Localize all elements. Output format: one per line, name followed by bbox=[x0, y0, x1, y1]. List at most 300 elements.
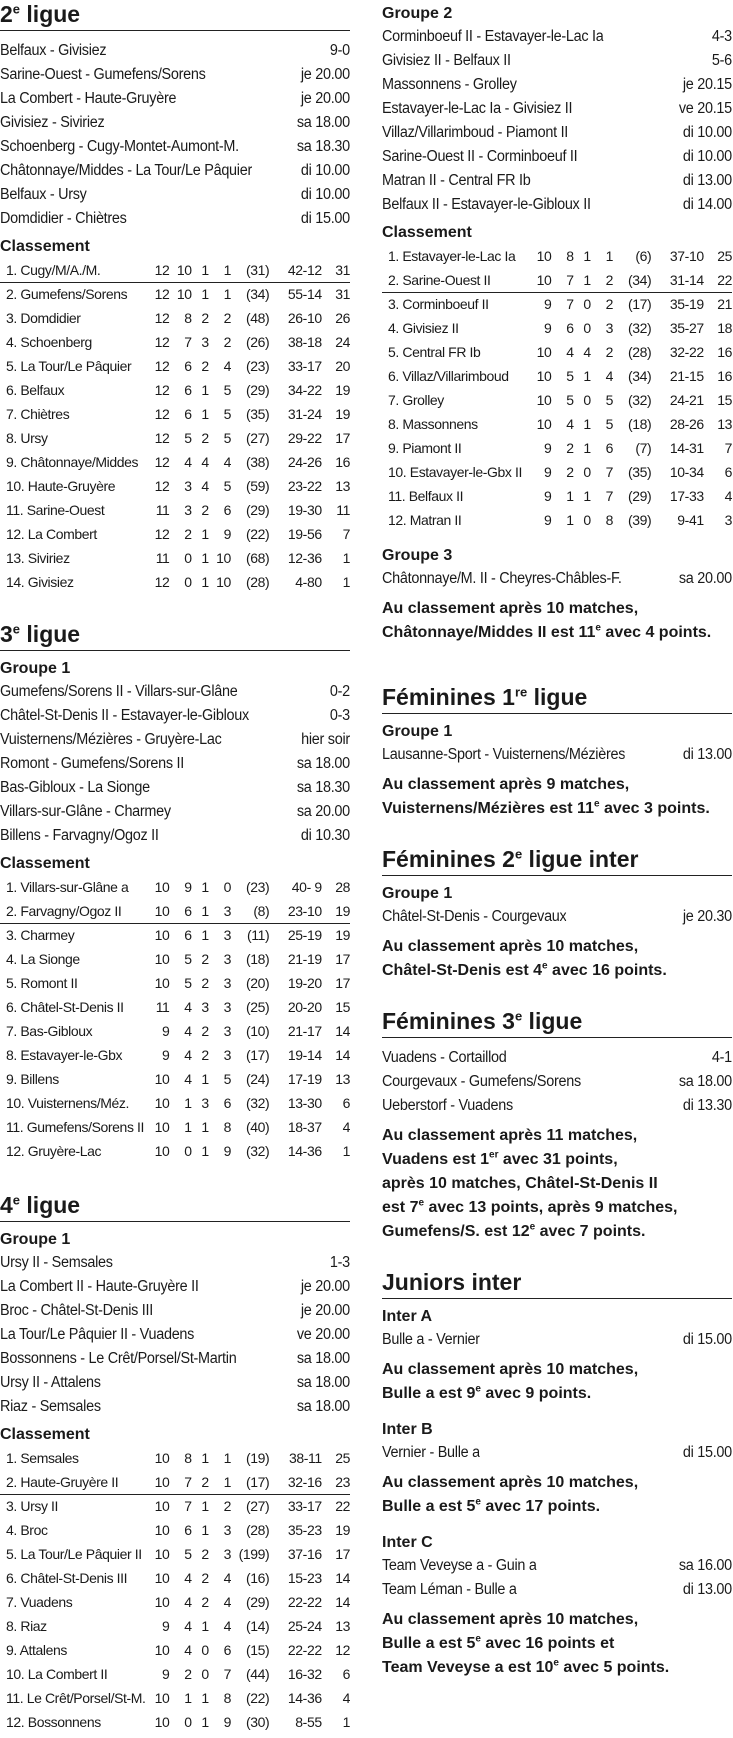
standings-row bbox=[0, 1638, 350, 1662]
points: 15 bbox=[335, 999, 350, 1015]
ranking-note bbox=[382, 935, 732, 983]
goal-difference: 25-19 bbox=[287, 927, 322, 944]
standings-row bbox=[0, 947, 350, 971]
goal-difference: 4-80 bbox=[295, 574, 322, 590]
fixture-row bbox=[0, 183, 350, 207]
section-title-rest: ligue bbox=[20, 1, 81, 27]
note-sup: e bbox=[418, 1197, 425, 1209]
draws: 2 bbox=[201, 1023, 209, 1039]
fixture-row bbox=[0, 704, 350, 728]
league-section bbox=[0, 0, 350, 594]
penalty-points: (32) bbox=[245, 1095, 270, 1111]
standings-row bbox=[382, 460, 732, 484]
losses: 7 bbox=[605, 464, 613, 480]
points: 16 bbox=[335, 454, 350, 470]
wins: 5 bbox=[184, 951, 192, 967]
ranking-note bbox=[382, 1358, 732, 1406]
draws: 1 bbox=[201, 574, 209, 590]
penalty-points: (32) bbox=[627, 392, 652, 408]
points: 1 bbox=[342, 550, 350, 566]
ranking-note bbox=[382, 773, 732, 821]
group-label: Inter B bbox=[382, 1421, 433, 1438]
goal-difference: 22-22 bbox=[287, 1642, 322, 1658]
fixture-result: ve 20.15 bbox=[678, 100, 732, 117]
wins: 5 bbox=[566, 392, 574, 408]
wins: 4 bbox=[184, 1642, 192, 1658]
losses: 6 bbox=[605, 440, 613, 456]
section-title bbox=[0, 1191, 350, 1222]
note-text: est 7 bbox=[382, 1199, 419, 1216]
penalty-points: (24) bbox=[245, 1071, 270, 1087]
standings-row bbox=[382, 268, 732, 292]
penalty-points: (34) bbox=[627, 368, 652, 384]
section-title bbox=[0, 620, 350, 651]
losses: 0 bbox=[223, 879, 231, 895]
wins: 4 bbox=[184, 1023, 192, 1039]
goal-difference: 33-17 bbox=[287, 358, 322, 374]
standings-row bbox=[0, 330, 350, 354]
fixture-result: di 13.30 bbox=[682, 1097, 732, 1114]
ranking-note bbox=[382, 1471, 732, 1519]
fixture-row bbox=[382, 743, 732, 767]
draws: 1 bbox=[583, 488, 591, 504]
draws: 1 bbox=[201, 1071, 209, 1087]
wins: 6 bbox=[184, 382, 192, 398]
goal-difference: 37-10 bbox=[669, 248, 704, 264]
goal-difference: 8-55 bbox=[295, 1714, 322, 1730]
penalty-points: (16) bbox=[245, 1570, 270, 1586]
standings-row bbox=[0, 995, 350, 1019]
goal-difference: 34-22 bbox=[287, 382, 322, 398]
section-title-sup: re bbox=[514, 684, 528, 700]
penalty-points: (22) bbox=[245, 1690, 270, 1706]
games-played: 10 bbox=[536, 344, 552, 360]
points: 16 bbox=[717, 368, 732, 384]
section-title-base: Juniors inter bbox=[382, 1269, 522, 1295]
note-text: Au classement après 10 matches, bbox=[382, 1361, 639, 1378]
draws: 2 bbox=[192, 1470, 209, 1494]
games-played: 9 bbox=[162, 1618, 170, 1634]
standings-row bbox=[0, 1139, 350, 1163]
goal-difference: 19-20 bbox=[287, 975, 322, 991]
penalty-points: (10) bbox=[245, 1023, 270, 1039]
points: 25 bbox=[717, 248, 732, 264]
note-text: Bulle a est 5 bbox=[382, 1635, 476, 1652]
fixture-teams: Belfaux - Ursy bbox=[0, 186, 87, 203]
fixture-result: 5-6 bbox=[711, 52, 732, 69]
classement-heading: Classement bbox=[0, 855, 90, 872]
penalty-points: (34) bbox=[613, 268, 651, 292]
points: 7 bbox=[724, 440, 732, 456]
fixture-result: di 10.00 bbox=[300, 162, 350, 179]
standings-table bbox=[0, 258, 350, 594]
games-played: 9 bbox=[544, 440, 552, 456]
fixture-row bbox=[382, 1328, 732, 1352]
losses: 8 bbox=[223, 1690, 231, 1706]
wins: 6 bbox=[184, 927, 192, 944]
wins: 5 bbox=[184, 975, 192, 991]
fixture-row bbox=[382, 49, 732, 73]
losses: 4 bbox=[223, 454, 231, 470]
fixture-teams: Team Veveyse a - Guin a bbox=[382, 1557, 537, 1574]
group-block bbox=[0, 1230, 350, 1734]
points: 16 bbox=[717, 344, 732, 360]
points: 31 bbox=[322, 258, 350, 282]
note-sup: e bbox=[475, 1383, 481, 1395]
fixture-row bbox=[382, 905, 732, 929]
points: 6 bbox=[342, 1666, 350, 1682]
points: 25 bbox=[335, 1450, 350, 1466]
wins: 4 bbox=[184, 1594, 192, 1610]
note-line bbox=[382, 935, 732, 959]
games-played: 10 bbox=[154, 1095, 170, 1111]
goal-difference: 22-22 bbox=[287, 1594, 322, 1610]
games-played: 11 bbox=[155, 550, 170, 566]
losses: 8 bbox=[223, 1119, 231, 1135]
fixture-teams: Riaz - Semsales bbox=[0, 1398, 101, 1415]
fixture-teams: Sarine-Ouest - Gumefens/Sorens bbox=[0, 66, 206, 83]
note-line bbox=[382, 1382, 732, 1406]
points: 13 bbox=[717, 416, 732, 432]
wins: 8 bbox=[184, 1450, 192, 1466]
wins: 6 bbox=[184, 358, 192, 374]
note-text: Châtel-St-Denis est 4 bbox=[382, 962, 543, 979]
wins: 10 bbox=[169, 258, 191, 282]
standings-row bbox=[0, 1043, 350, 1067]
note-text: Bulle a est 9 bbox=[382, 1385, 476, 1402]
points: 4 bbox=[342, 1690, 350, 1706]
team-name: 1. Villars-sur-Glâne a bbox=[6, 879, 129, 895]
note-line bbox=[382, 1656, 732, 1680]
fixture-row bbox=[0, 39, 350, 63]
fixture-row bbox=[0, 1275, 350, 1299]
standings-row bbox=[0, 546, 350, 570]
points: 20 bbox=[335, 358, 350, 374]
standings-row bbox=[0, 971, 350, 995]
fixture-teams: Châtel-St-Denis - Courgevaux bbox=[382, 908, 567, 925]
wins: 6 bbox=[566, 320, 574, 336]
fixture-result: di 10.30 bbox=[300, 827, 350, 844]
penalty-points: (18) bbox=[245, 951, 270, 967]
games-played: 10 bbox=[154, 1570, 170, 1586]
losses: 4 bbox=[223, 358, 231, 374]
note-text: avec 16 points. bbox=[547, 962, 667, 979]
fixture-teams: Sarine-Ouest II - Corminboeuf II bbox=[382, 148, 578, 165]
penalty-points: (34) bbox=[245, 286, 270, 303]
draws: 2 bbox=[201, 951, 209, 967]
penalty-points: (59) bbox=[245, 478, 270, 494]
goal-difference: 33-17 bbox=[287, 1498, 322, 1515]
games-played: 12 bbox=[154, 574, 170, 590]
note-line bbox=[382, 1608, 732, 1632]
ranking-note bbox=[382, 597, 732, 645]
fixture-teams: Broc - Châtel-St-Denis III bbox=[0, 1302, 153, 1319]
losses: 6 bbox=[223, 1095, 231, 1111]
goal-difference: 17-19 bbox=[287, 1071, 322, 1087]
losses: 9 bbox=[223, 1714, 231, 1730]
note-text: avec 13 points, après 9 matches, bbox=[424, 1199, 678, 1216]
draws: 1 bbox=[583, 440, 591, 456]
fixture-result: di 10.00 bbox=[300, 186, 350, 203]
group-block bbox=[382, 722, 732, 821]
right-column bbox=[382, 0, 732, 1698]
fixture-row bbox=[0, 135, 350, 159]
games-played: 12 bbox=[154, 526, 170, 542]
fixture-result: je 20.00 bbox=[300, 1302, 350, 1319]
fixture-result: di 13.00 bbox=[682, 1581, 732, 1598]
note-line bbox=[382, 597, 732, 621]
games-played: 10 bbox=[525, 268, 551, 292]
note-line bbox=[382, 621, 732, 645]
losses: 3 bbox=[223, 1047, 231, 1063]
fixture-teams: Belfaux - Givisiez bbox=[0, 42, 107, 59]
goal-difference: 29-22 bbox=[287, 430, 322, 446]
wins: 0 bbox=[184, 1714, 192, 1730]
games-played: 12 bbox=[154, 478, 170, 494]
games-played: 10 bbox=[143, 1470, 169, 1494]
goal-difference: 16-32 bbox=[287, 1666, 322, 1682]
points: 26 bbox=[335, 310, 350, 326]
draws: 1 bbox=[583, 248, 591, 264]
section-title bbox=[382, 1007, 732, 1038]
losses: 3 bbox=[223, 1522, 231, 1538]
team-name: 4. Givisiez II bbox=[388, 320, 459, 336]
games-played: 10 bbox=[154, 1714, 170, 1730]
goal-difference: 26-10 bbox=[287, 310, 322, 326]
goal-difference: 21-15 bbox=[669, 368, 704, 384]
games-played: 10 bbox=[154, 1498, 170, 1515]
games-played: 10 bbox=[154, 1594, 170, 1610]
note-line bbox=[382, 1495, 732, 1519]
losses: 5 bbox=[223, 478, 231, 494]
wins: 1 bbox=[184, 1095, 192, 1111]
classement-heading: Classement bbox=[0, 238, 90, 255]
draws: 4 bbox=[201, 478, 209, 494]
note-line bbox=[382, 1148, 732, 1172]
group-block bbox=[382, 884, 732, 983]
penalty-points: (25) bbox=[245, 999, 270, 1015]
standings-row bbox=[0, 1566, 350, 1590]
fixture-row bbox=[0, 824, 350, 848]
fixture-teams: Villars-sur-Glâne - Charmey bbox=[0, 803, 171, 820]
league-section bbox=[382, 683, 732, 821]
losses: 10 bbox=[216, 550, 231, 566]
team-name: 7. Vuadens bbox=[6, 1594, 73, 1610]
wins: 7 bbox=[184, 1498, 192, 1515]
points: 11 bbox=[336, 502, 350, 518]
note-text: avec 31 points, bbox=[498, 1151, 618, 1168]
points: 1 bbox=[342, 1143, 350, 1159]
team-name: 8. Riaz bbox=[6, 1618, 47, 1634]
team-name: 12. Matran II bbox=[388, 512, 462, 528]
fixture-teams: Givisiez - Siviriez bbox=[0, 114, 105, 131]
penalty-points: (27) bbox=[245, 430, 270, 446]
losses: 2 bbox=[605, 344, 613, 360]
section-title bbox=[382, 683, 732, 714]
draws: 0 bbox=[201, 1642, 209, 1658]
group-block bbox=[382, 1420, 732, 1519]
goal-difference: 13-30 bbox=[287, 1095, 322, 1111]
wins: 8 bbox=[566, 248, 574, 264]
penalty-points: (19) bbox=[245, 1450, 270, 1466]
penalty-points: (20) bbox=[245, 975, 270, 991]
goal-difference: 28-26 bbox=[669, 416, 704, 432]
note-text: Vuisternens/Mézières est 11 bbox=[382, 800, 594, 817]
fixture-row bbox=[0, 1323, 350, 1347]
section-title-base: 3 bbox=[0, 621, 13, 647]
fixture-row bbox=[382, 193, 732, 217]
group-label: Inter C bbox=[382, 1534, 433, 1551]
fixture-teams: Vuadens - Cortaillod bbox=[382, 1049, 507, 1066]
goal-difference: 18-37 bbox=[287, 1119, 322, 1135]
draws: 2 bbox=[201, 1594, 209, 1610]
losses: 3 bbox=[223, 1023, 231, 1039]
group-label: Groupe 1 bbox=[382, 885, 453, 902]
section-title-base: Féminines 3 bbox=[382, 1008, 515, 1034]
draws: 1 bbox=[201, 406, 209, 422]
group-block bbox=[0, 659, 350, 1163]
games-played: 12 bbox=[154, 382, 170, 398]
fixture-row bbox=[382, 73, 732, 97]
penalty-points: (35) bbox=[245, 406, 270, 422]
games-played: 10 bbox=[154, 1546, 170, 1562]
team-name: 4. Broc bbox=[6, 1522, 48, 1538]
team-name: 14. Givisiez bbox=[6, 574, 74, 590]
wins: 9 bbox=[184, 879, 192, 895]
fixture-teams: La Tour/Le Pâquier II - Vuadens bbox=[0, 1326, 195, 1343]
fixture-row bbox=[382, 1046, 732, 1070]
penalty-points: (7) bbox=[635, 440, 652, 456]
fixture-result: 0-2 bbox=[329, 683, 350, 700]
section-title-rest: ligue bbox=[20, 621, 81, 647]
goal-difference: 23-10 bbox=[269, 899, 321, 923]
standings-row bbox=[0, 1115, 350, 1139]
goal-difference: 35-27 bbox=[669, 320, 704, 336]
fixture-row bbox=[0, 752, 350, 776]
points: 14 bbox=[335, 1023, 350, 1039]
games-played: 9 bbox=[544, 488, 552, 504]
games-played: 12 bbox=[143, 258, 169, 282]
penalty-points: (48) bbox=[245, 310, 270, 326]
standings-row bbox=[382, 436, 732, 460]
points: 21 bbox=[717, 296, 732, 313]
goal-difference: 21-17 bbox=[287, 1023, 322, 1039]
note-text: avec 5 points. bbox=[558, 1659, 670, 1676]
wins: 1 bbox=[566, 488, 574, 504]
standings-row bbox=[0, 570, 350, 594]
fixture-result: sa 18.00 bbox=[296, 1374, 350, 1391]
team-name: 8. Ursy bbox=[6, 430, 48, 446]
league-section bbox=[382, 1007, 732, 1244]
wins: 4 bbox=[184, 999, 192, 1015]
wins: 1 bbox=[566, 512, 574, 528]
penalty-points: (32) bbox=[627, 320, 652, 336]
games-played: 9 bbox=[544, 512, 552, 528]
wins: 7 bbox=[184, 334, 192, 350]
fixture-result: 4-3 bbox=[711, 28, 732, 45]
standings-row bbox=[0, 522, 350, 546]
note-text: avec 7 points. bbox=[535, 1223, 646, 1240]
points: 28 bbox=[335, 879, 350, 895]
standings-row bbox=[0, 258, 350, 282]
standings-row bbox=[0, 1494, 350, 1518]
points: 22 bbox=[704, 268, 732, 292]
standings-row bbox=[382, 316, 732, 340]
games-played: 10 bbox=[154, 879, 170, 895]
standings-row bbox=[0, 1019, 350, 1043]
fixture-result: 1-3 bbox=[329, 1254, 350, 1271]
penalty-points: (14) bbox=[245, 1618, 270, 1634]
fixture-result: 4-1 bbox=[711, 1049, 732, 1066]
fixture-teams: Bulle a - Vernier bbox=[382, 1331, 480, 1348]
group-block bbox=[382, 1046, 732, 1244]
goal-difference: 19-56 bbox=[287, 526, 322, 542]
draws: 3 bbox=[201, 334, 209, 350]
penalty-points: (17) bbox=[245, 1047, 270, 1063]
points: 31 bbox=[335, 286, 350, 303]
group-block bbox=[382, 1533, 732, 1680]
fixture-row bbox=[382, 97, 732, 121]
penalty-points: (32) bbox=[245, 1143, 270, 1159]
note-text: avec 9 points. bbox=[480, 1385, 592, 1402]
standings-row bbox=[0, 282, 350, 306]
note-line bbox=[382, 1471, 732, 1495]
losses: 10 bbox=[216, 574, 231, 590]
team-name: 3. Corminboeuf II bbox=[388, 296, 489, 313]
standings-row bbox=[0, 1542, 350, 1566]
points: 4 bbox=[342, 1119, 350, 1135]
team-name: 6. Châtel-St-Denis II bbox=[6, 999, 124, 1015]
goal-difference: 23-22 bbox=[287, 478, 322, 494]
penalty-points: (28) bbox=[245, 1522, 270, 1538]
fixture-result: sa 16.00 bbox=[678, 1557, 732, 1574]
draws: 1 bbox=[201, 1714, 209, 1730]
league-section bbox=[382, 845, 732, 983]
note-text: Au classement après 11 matches, bbox=[382, 1127, 638, 1144]
draws: 0 bbox=[583, 464, 591, 480]
losses: 3 bbox=[223, 999, 231, 1015]
note-sup: e bbox=[593, 798, 600, 810]
losses: 4 bbox=[223, 1618, 231, 1634]
games-played: 10 bbox=[154, 1642, 170, 1658]
league-section bbox=[382, 1268, 732, 1680]
note-line bbox=[382, 1632, 732, 1656]
ranking-note bbox=[382, 1124, 732, 1244]
standings-row bbox=[0, 426, 350, 450]
left-column bbox=[0, 0, 350, 1738]
goal-difference: 31-24 bbox=[287, 406, 322, 422]
standings-row bbox=[0, 923, 350, 947]
fixture-row bbox=[0, 87, 350, 111]
losses: 7 bbox=[605, 488, 613, 504]
penalty-points: (8) bbox=[231, 899, 269, 923]
goal-difference: 14-31 bbox=[669, 440, 704, 456]
points: 14 bbox=[335, 1594, 350, 1610]
penalty-points: (27) bbox=[245, 1498, 270, 1515]
goal-difference: 17-33 bbox=[669, 488, 704, 504]
section-title-rest: ligue inter bbox=[522, 846, 639, 872]
fixture-teams: Schoenberg - Cugy-Montet-Aumont-M. bbox=[0, 138, 239, 155]
section-title-rest: ligue bbox=[527, 684, 588, 710]
points: 13 bbox=[335, 1618, 350, 1634]
team-name: 3. Charmey bbox=[6, 927, 75, 944]
games-played: 11 bbox=[155, 999, 170, 1015]
penalty-points: (44) bbox=[245, 1666, 270, 1682]
penalty-points: (35) bbox=[627, 464, 652, 480]
note-sup: e bbox=[553, 1657, 559, 1669]
team-name: 11. Gumefens/Sorens II bbox=[6, 1119, 145, 1135]
note-text: avec 16 points et bbox=[480, 1635, 615, 1652]
